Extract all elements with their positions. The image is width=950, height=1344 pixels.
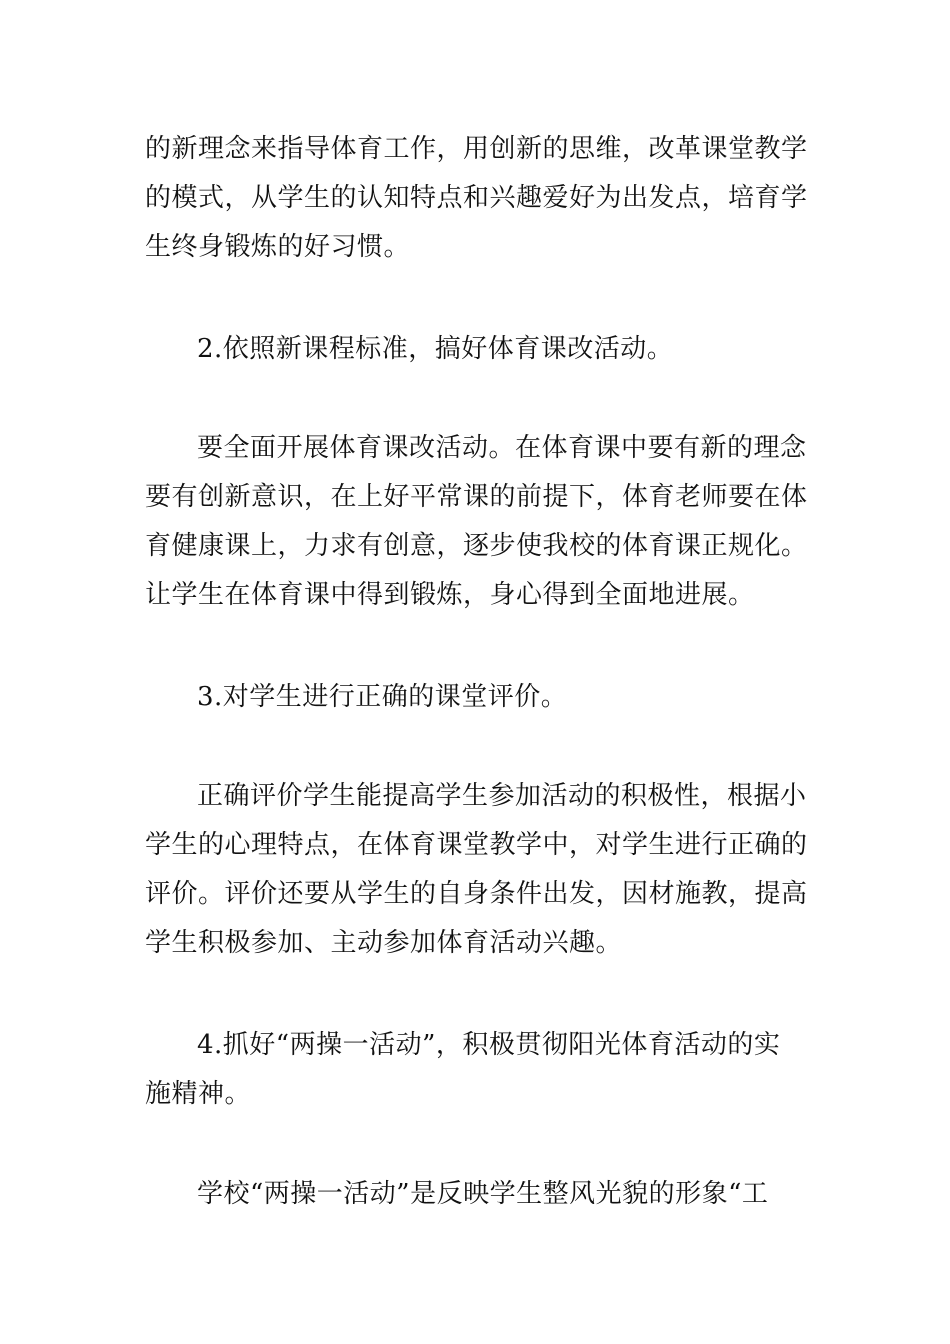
section-heading-2 xyxy=(145,325,810,374)
heading-line: 3.对学生进行正确的课堂评价。 xyxy=(197,682,568,712)
paragraph-body-continued xyxy=(145,125,810,272)
text-line: 要全面开展体育课改活动。在体育课中要有新的理念 xyxy=(197,433,807,463)
text-line: 评价。评价还要从学生的自身条件出发，因材施教，提高 xyxy=(145,879,808,909)
section-heading-3 xyxy=(145,673,810,722)
text-line: 生终身锻炼的好习惯。 xyxy=(145,232,411,262)
heading-line: 4.抓好“两操一活动”，积极贯彻阳光体育活动的实 xyxy=(197,1030,781,1060)
text-line: 的模式，从学生的认知特点和兴趣爱好为出发点，培育学 xyxy=(145,183,808,213)
text-line: 育健康课上，力求有创意，逐步使我校的体育课正规化。 xyxy=(145,531,808,561)
text-line: 的新理念来指导体育工作，用创新的思维，改革课堂教学 xyxy=(145,134,808,164)
heading-line: 2.依照新课程标准，搞好体育课改活动。 xyxy=(197,334,674,364)
text-line: 学校“两操一活动”是反映学生整风光貌的形象“工 xyxy=(197,1179,769,1209)
text-line: 要有创新意识，在上好平常课的前提下，体育老师要在体 xyxy=(145,482,808,512)
text-line: 让学生在体育课中得到锻炼，身心得到全面地进展。 xyxy=(145,580,755,610)
text-line: 正确评价学生能提高学生参加活动的积极性，根据小 xyxy=(197,781,807,811)
paragraph-body-2 xyxy=(145,424,810,620)
text-line: 学生积极参加、主动参加体育活动兴趣。 xyxy=(145,928,623,958)
text-line: 学生的心理特点，在体育课堂教学中，对学生进行正确的 xyxy=(145,830,808,860)
paragraph-body-3 xyxy=(145,772,810,968)
heading-line: 施精神。 xyxy=(145,1079,252,1109)
section-heading-4 xyxy=(145,1021,810,1119)
paragraph-body-4 xyxy=(145,1170,810,1219)
